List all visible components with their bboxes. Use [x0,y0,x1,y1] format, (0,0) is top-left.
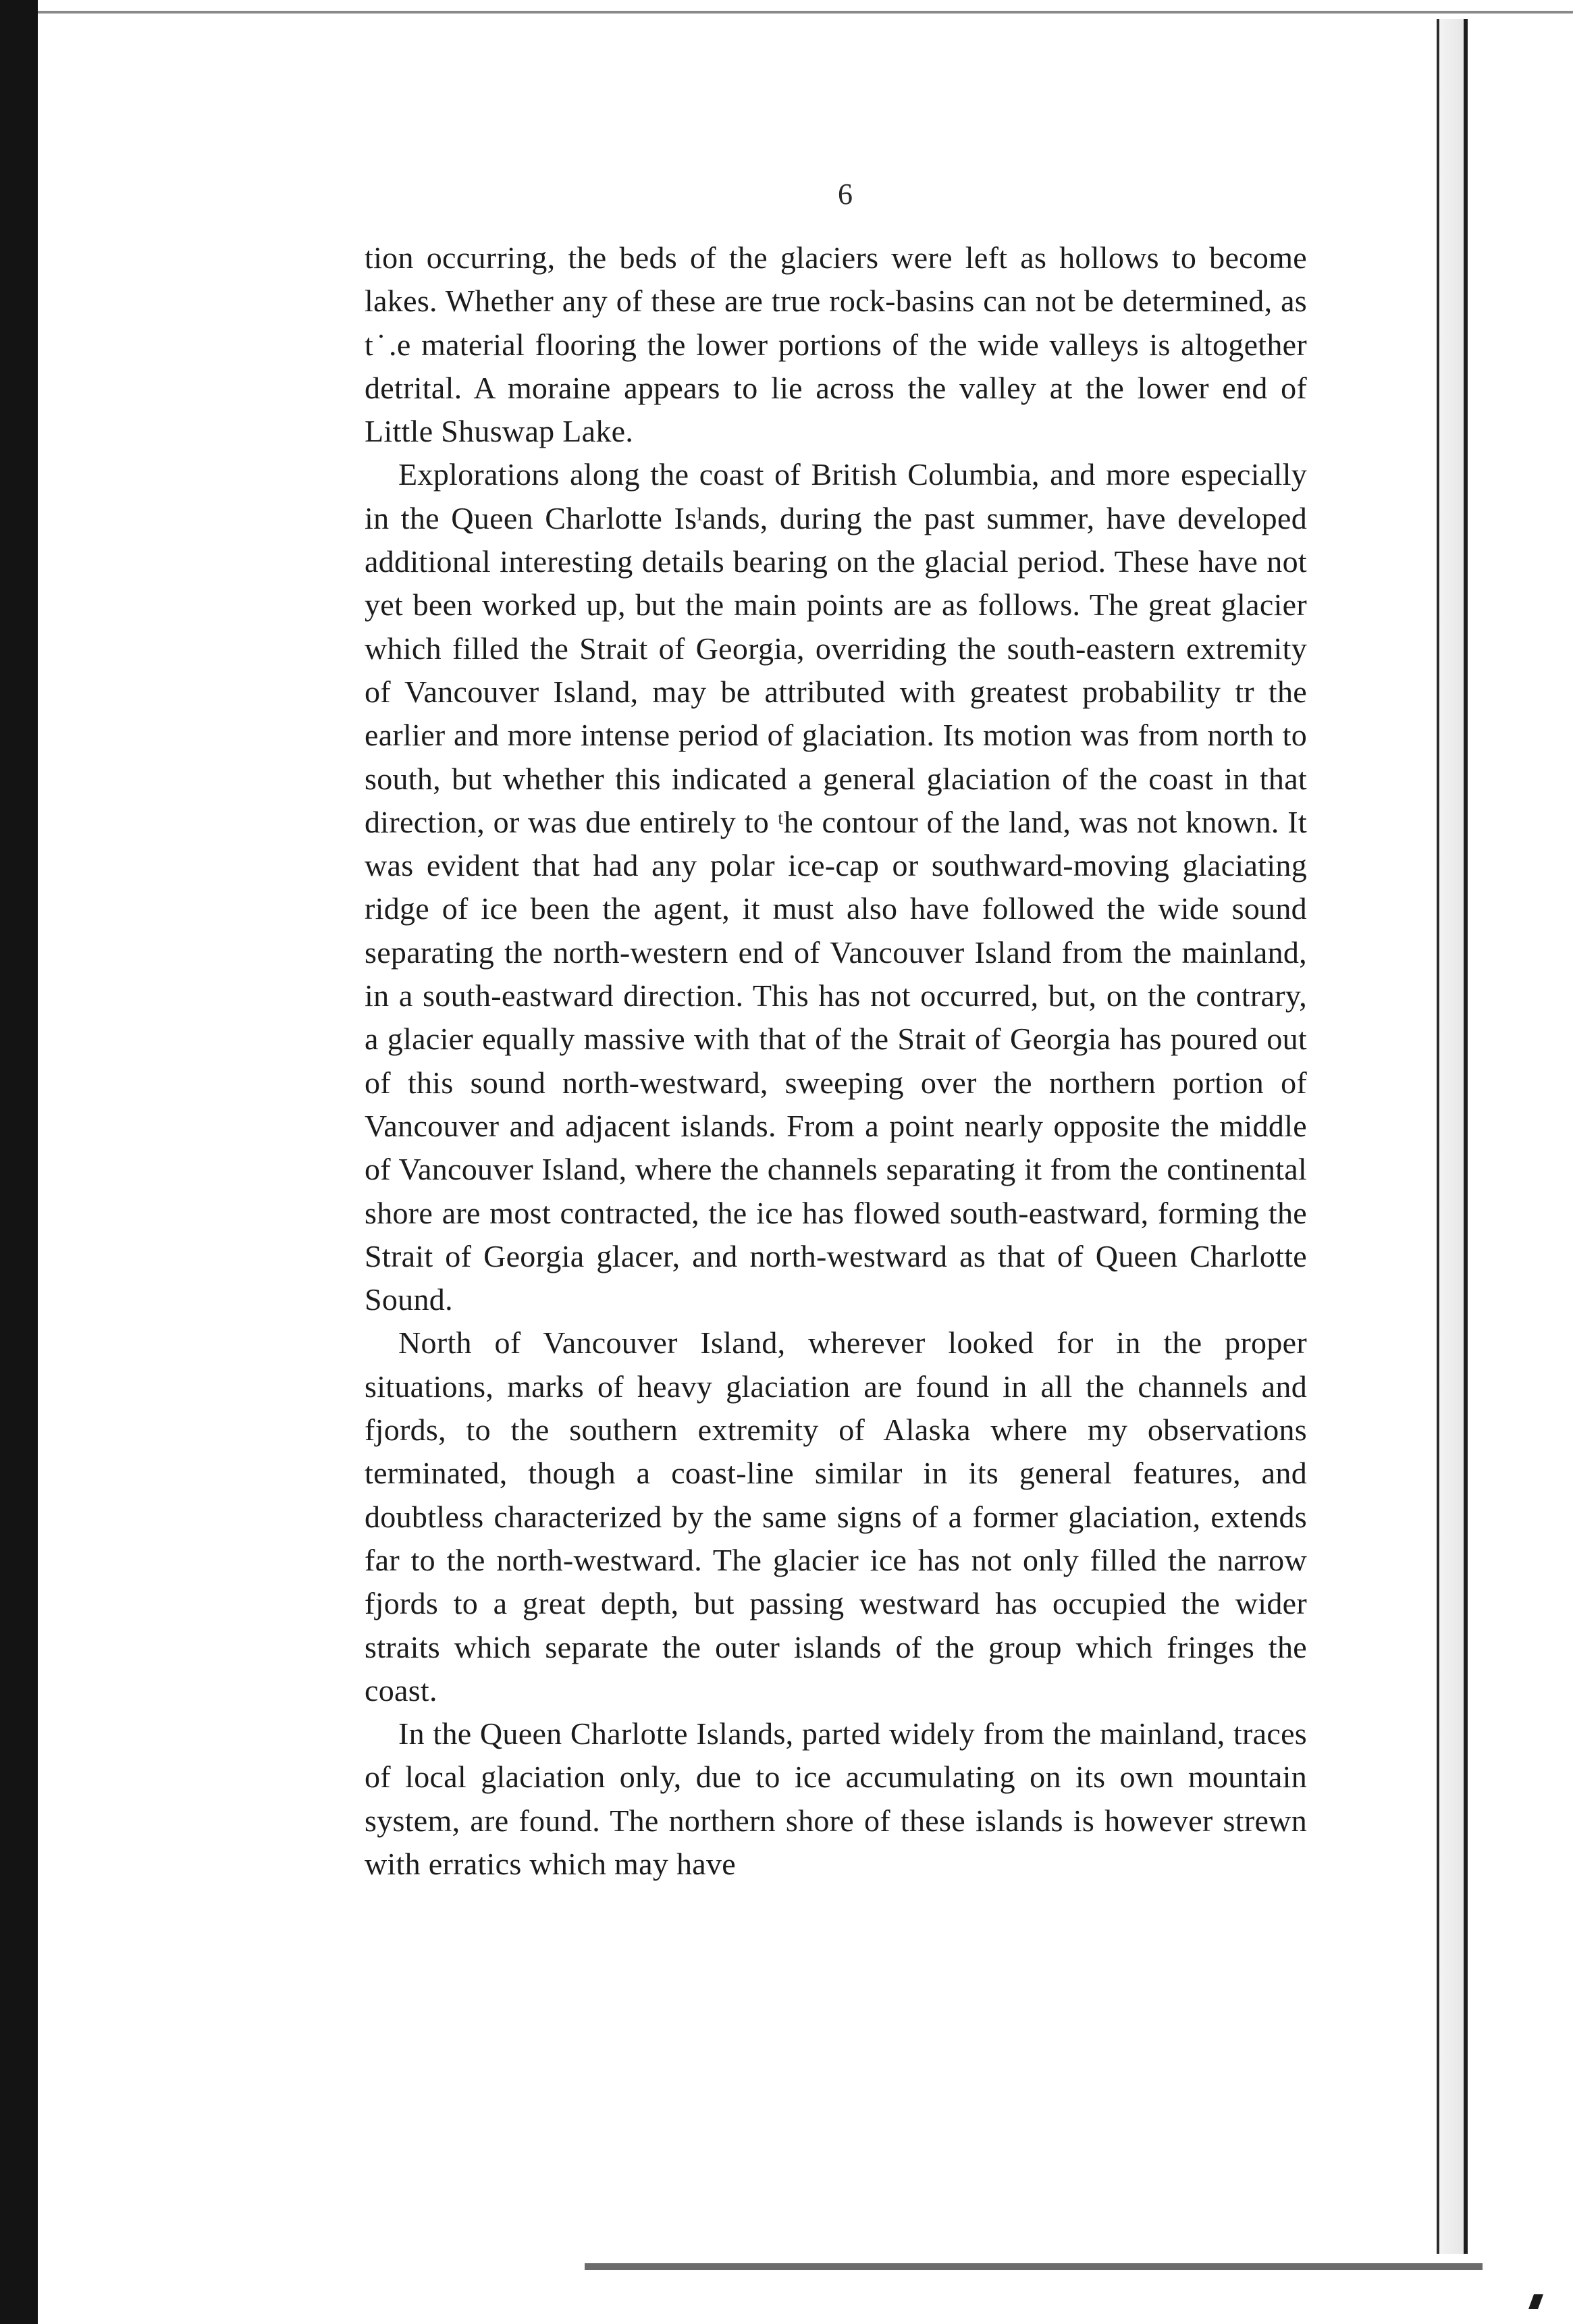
paragraph-explorations: Explorations along the coast of British Columbia, and more especially in the Queen Charlotte Isˡands, during the past summer, have developed additional interesting details bearing on the glacial period. These have not yet been worked up, but the main points are as follows. The great glacier which filled the Strait of Georgia, overriding the south-eastern extremity of Vancouver Island, may be attributed with greatest probability tr the earlier and more intense period of glaciation. Its motion was from north to south, but whether this indicated a general glaciation of the coast in that direction, or was due entirely to ᵗhe contour of the land, was not known. It was evident that had any polar ice-cap or southward-moving glaciating ridge of ice been the agent, it must also have followed the wide sound separating the north-western end of Vancouver Island from the mainland, in a south-eastward direction. This has not occurred, but, on the contrary, a glacier equally massive with that of the Strait of Georgia has poured out of this sound north-westward, sweeping over the northern portion of Vancouver and adjacent islands. From a point nearly opposite the middle of Vancouver Island, where the channels separating it from the continental shore are most contracted, the ice has flowed south-eastward, forming the Strait of Georgia glacer, and north-westward as that of Queen Charlotte Sound. [365,457,1307,1317]
page-edge-line [1437,19,1439,2254]
paragraph-continuation: tion occurring, the beds of the glaciers were left as hollows to become lakes. Whether any of these are true rock-basins can not be determined, as t˙.e material flooring the lower portions of the wide valleys is altogether detrital. A moraine appears to lie across the valley at the lower end of Little Shuswap Lake. [365,240,1307,449]
scan-edge-top [38,0,1573,14]
page-edge-line [1464,19,1468,2254]
page-number: 6 [838,178,853,211]
scan-background-left [0,0,38,2324]
scan-edge-bottom [38,2255,1573,2324]
body-text [365,236,1307,1886]
page-edge-shade [1439,19,1464,2254]
paragraph-north-of-vancouver: North of Vancouver Island, wherever looked for in the proper situations, marks of heavy glaciation are found in all the channels and fjords, to the southern extremity of Alaska where my observations terminated, though a coast-line similar in its general features, and doubtless characterized by the same signs of a former glaciation, extends far to the north-westward. The glacier ice has not only filled the narrow fjords to a great depth, but passing westward has occupied the wider straits which separate the outer islands of the group which fringes the coast. [365,1325,1307,1708]
paragraph-queen-charlotte: In the Queen Charlotte Islands, parted widely from the mainland, traces of local glaciation only, due to ice accumulating on its own mountain system, are found. The northern shore of these islands is however strewn with erratics which may have [365,1716,1307,1881]
